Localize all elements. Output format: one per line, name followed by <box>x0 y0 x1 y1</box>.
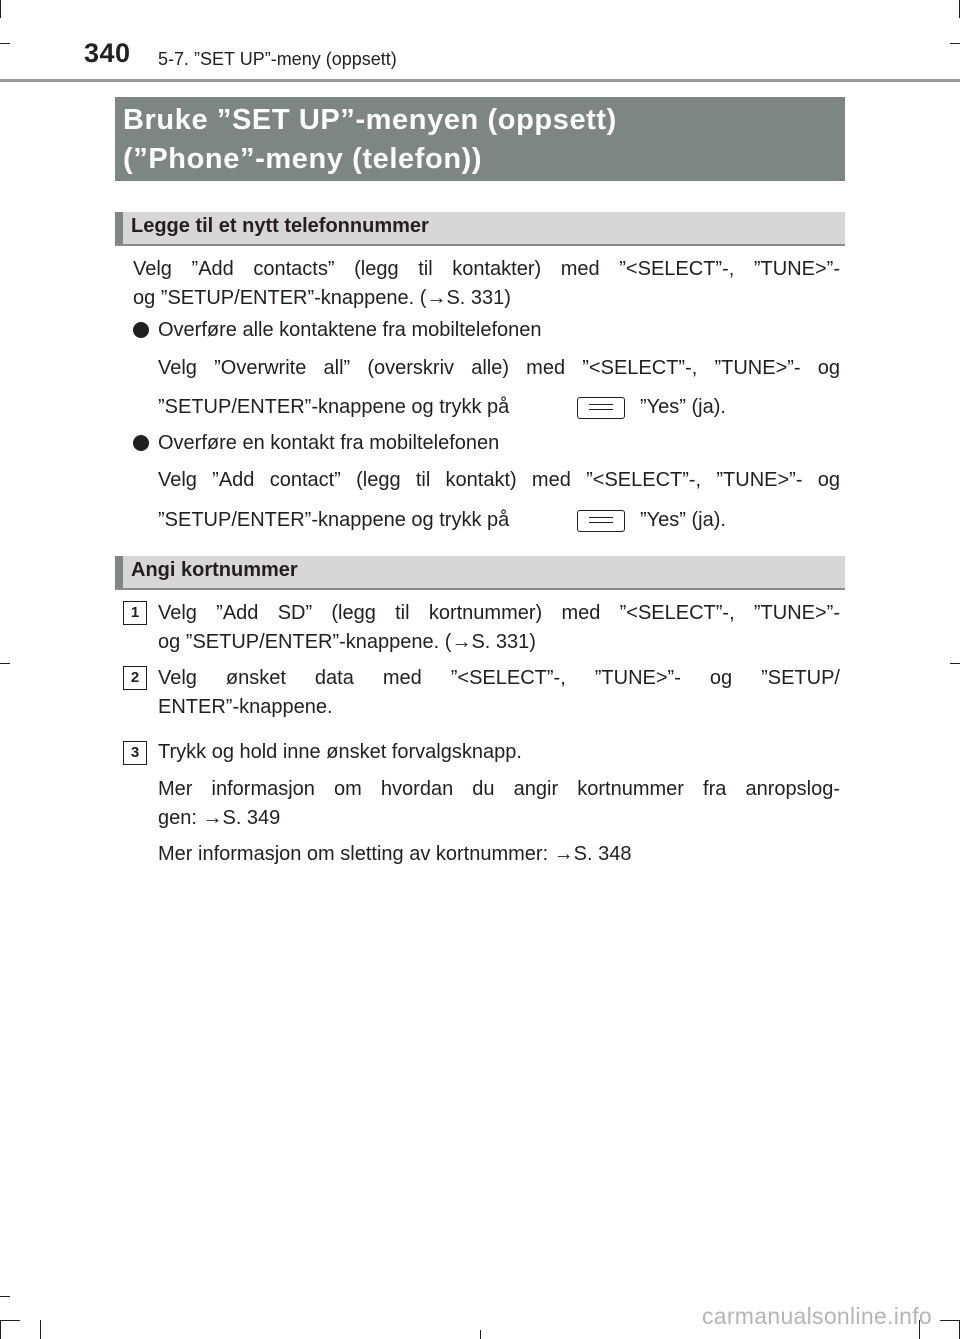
step-number: 2 <box>123 666 147 690</box>
paragraph-line: Mer informasjon om sletting av kortnummer: →S. 348 <box>158 843 632 865</box>
paragraph-line: ”Yes” (ja). <box>640 509 726 531</box>
step-number: 1 <box>123 601 147 625</box>
section-heading-bar <box>115 212 123 244</box>
crop-mark <box>0 1320 1 1339</box>
crop-mark <box>0 663 10 664</box>
bullet-title: Overføre alle kontaktene fra mobiltelefonen <box>158 319 542 341</box>
crop-mark <box>480 1330 481 1339</box>
crop-mark <box>940 1320 960 1321</box>
section-heading-bar <box>115 556 123 588</box>
section-heading <box>115 556 845 590</box>
page-title-line: (”Phone”-meny (telefon)) <box>123 143 483 175</box>
paragraph-line: Velg ønsket data med ”<SELECT”-, ”TUNE>”- og ”SETUP/ <box>158 667 840 689</box>
paragraph-line: ”Yes” (ja). <box>640 396 726 418</box>
page-number: 340 <box>84 38 131 68</box>
section-heading-text: Legge til et nytt telefonnummer <box>131 215 429 237</box>
bullet-title: Overføre en kontakt fra mobiltelefonen <box>158 432 500 454</box>
paragraph-line: ”SETUP/ENTER”-knappene og trykk på <box>158 396 510 418</box>
paragraph-line: Velg ”Add contact” (legg til kontakt) med ”<SELECT”-, ”TUNE>”- og <box>158 469 840 491</box>
paragraph-line: gen: →S. 349 <box>158 807 281 829</box>
paragraph-line: ENTER”-knappene. <box>158 696 333 718</box>
crop-mark <box>0 1320 20 1321</box>
crop-mark <box>0 1296 10 1297</box>
paragraph-line: og ”SETUP/ENTER”-knappene. (→S. 331) <box>158 631 536 653</box>
crop-mark <box>40 1320 41 1339</box>
paragraph-line: Velg ”Add contacts” (legg til kontakter) med ”<SELECT”-, ”TUNE>”- <box>133 258 840 280</box>
section-heading-text: Angi kortnummer <box>131 559 298 581</box>
header-rule <box>0 79 960 82</box>
paragraph-line: ”SETUP/ENTER”-knappene og trykk på <box>158 509 510 531</box>
paragraph-line: Mer informasjon om hvordan du angir kortnummer fra anropslog- <box>158 778 840 800</box>
paragraph-line: Trykk og hold inne ønsket forvalgsknapp. <box>158 741 522 763</box>
crop-mark <box>0 43 10 44</box>
page-title-line: Bruke ”SET UP”-menyen (oppsett) <box>123 104 617 136</box>
bullet-icon <box>133 322 149 338</box>
page-title <box>115 97 845 181</box>
phone-key-icon <box>577 510 625 532</box>
step-number: 3 <box>123 741 147 765</box>
paragraph-line: Velg ”Overwrite all” (overskriv alle) med ”<SELECT”-, ”TUNE>”- og <box>158 357 840 379</box>
crop-mark <box>950 43 960 44</box>
crop-mark <box>0 0 1 18</box>
paragraph-line: Velg ”Add SD” (legg til kortnummer) med ”<SELECT”-, ”TUNE>”- <box>158 602 840 624</box>
watermark: carmanualsonline.info <box>701 1303 932 1329</box>
paragraph-line: og ”SETUP/ENTER”-knappene. (→S. 331) <box>133 287 511 309</box>
running-head: 5-7. ”SET UP”-meny (oppsett) <box>158 49 397 69</box>
section-heading <box>115 212 845 246</box>
phone-key-icon <box>577 397 625 419</box>
crop-mark <box>950 663 960 664</box>
bullet-icon <box>133 435 149 451</box>
